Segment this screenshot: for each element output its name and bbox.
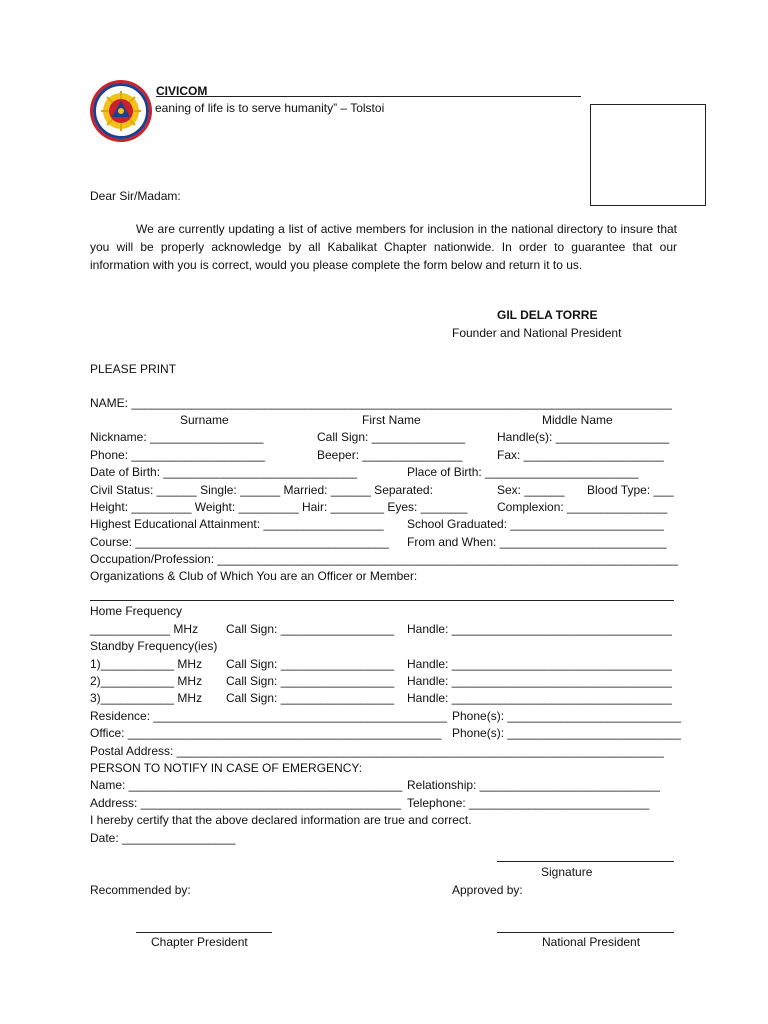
home-frequency-label: Home Frequency — [90, 604, 183, 618]
header-rule — [156, 96, 581, 97]
photo-box — [590, 104, 706, 206]
home-handle-field[interactable]: Handle: _________________________________ — [407, 622, 672, 636]
motto-quote: eaning of life is to serve humanity” – Tolstoi — [155, 101, 385, 115]
standby-handle-2[interactable]: Handle: _________________________________ — [407, 674, 672, 688]
office-phones-field[interactable]: Phone(s): __________________________ — [452, 726, 681, 740]
dob-field[interactable]: Date of Birth: _____________________________ — [90, 465, 357, 479]
letter-body-text: We are currently updating a list of active members for inclusion in the national directory to insure that you will be properly acknowledge by all Kabalikat Chapter nationwide. In order to guarantee that our information with you is correct, would you please complete the form below and return it to us. — [90, 222, 677, 272]
physical-attributes-field[interactable]: Height: _________ Weight: _________ Hair: ________ Eyes: _______ — [90, 500, 468, 514]
organizations-line[interactable] — [90, 600, 674, 601]
first-name-label: First Name — [362, 413, 421, 427]
signer-title: Founder and National President — [452, 326, 622, 340]
recommended-by-label: Recommended by: — [90, 883, 191, 897]
postal-address-field[interactable]: Postal Address: _________________________________________________________________________ — [90, 744, 664, 758]
signature-line[interactable] — [497, 861, 674, 862]
residence-field[interactable]: Residence: ____________________________________________ — [90, 709, 448, 723]
approved-by-label: Approved by: — [452, 883, 523, 897]
civil-status-field[interactable]: Civil Status: ______ Single: ______ Married: ______ Separated: — [90, 483, 433, 497]
surname-label: Surname — [180, 413, 229, 427]
organizations-label: Organizations & Club of Which You are an Officer or Member: — [90, 569, 418, 583]
org-name: CIVICOM — [156, 84, 208, 98]
home-call-sign-field[interactable]: Call Sign: _________________ — [226, 622, 395, 636]
handles-field[interactable]: Handle(s): _________________ — [497, 430, 670, 444]
pob-field[interactable]: Place of Birth: _______________________ — [407, 465, 639, 479]
standby-handle-3[interactable]: Handle: _________________________________ — [407, 691, 672, 705]
nickname-field[interactable]: Nickname: _________________ — [90, 430, 264, 444]
school-field[interactable]: School Graduated: _______________________ — [407, 517, 664, 531]
from-when-field[interactable]: From and When: _________________________ — [407, 535, 667, 549]
standby-call-sign-3[interactable]: Call Sign: _________________ — [226, 691, 395, 705]
standby-frequency-label: Standby Frequency(ies) — [90, 639, 218, 653]
relationship-field[interactable]: Relationship: ___________________________ — [407, 778, 660, 792]
phone-field[interactable]: Phone: ____________________ — [90, 448, 265, 462]
national-president-signature-line[interactable] — [497, 932, 674, 933]
office-field[interactable]: Office: _______________________________________________ — [90, 726, 442, 740]
please-print: PLEASE PRINT — [90, 362, 177, 376]
standby-frequency-2[interactable]: 2)___________ MHz — [90, 674, 203, 688]
signature-label: Signature — [541, 865, 593, 879]
national-president-label: National President — [542, 935, 641, 949]
letter-body — [90, 220, 677, 274]
complexion-field[interactable]: Complexion: _______________ — [497, 500, 668, 514]
middle-name-label: Middle Name — [542, 413, 613, 427]
standby-frequency-1[interactable]: 1)___________ MHz — [90, 657, 203, 671]
salutation: Dear Sir/Madam: — [90, 189, 181, 203]
organization-logo — [89, 79, 153, 143]
standby-frequency-3[interactable]: 3)___________ MHz — [90, 691, 203, 705]
chapter-president-signature-line[interactable] — [136, 932, 272, 933]
residence-phones-field[interactable]: Phone(s): __________________________ — [452, 709, 681, 723]
telephone-field[interactable]: Telephone: ___________________________ — [407, 796, 650, 810]
emergency-address-field[interactable]: Address: _______________________________________ — [90, 796, 401, 810]
occupation-field[interactable]: Occupation/Profession: _____________________________________________________________________ — [90, 552, 678, 566]
education-field[interactable]: Highest Educational Attainment: __________________ — [90, 517, 384, 531]
chapter-president-label: Chapter President — [151, 935, 248, 949]
standby-call-sign-2[interactable]: Call Sign: _________________ — [226, 674, 395, 688]
name-field[interactable]: NAME: _________________________________________________________________________________ — [90, 396, 672, 410]
beeper-field[interactable]: Beeper: _______________ — [317, 448, 463, 462]
certification-statement: I hereby certify that the above declared information are true and correct. — [90, 813, 472, 827]
emergency-heading: PERSON TO NOTIFY IN CASE OF EMERGENCY: — [90, 761, 363, 775]
blood-type-field[interactable]: Blood Type: ___ — [587, 483, 674, 497]
course-field[interactable]: Course: ______________________________________ — [90, 535, 389, 549]
date-field[interactable]: Date: _________________ — [90, 831, 236, 845]
fax-field[interactable]: Fax: _____________________ — [497, 448, 664, 462]
standby-handle-1[interactable]: Handle: _________________________________ — [407, 657, 672, 671]
standby-call-sign-1[interactable]: Call Sign: _________________ — [226, 657, 395, 671]
emergency-name-field[interactable]: Name: _________________________________________ — [90, 778, 403, 792]
call-sign-field[interactable]: Call Sign: ______________ — [317, 430, 466, 444]
home-frequency-field[interactable]: ____________ MHz — [90, 622, 199, 636]
sex-field[interactable]: Sex: ______ — [497, 483, 565, 497]
signer-name: GIL DELA TORRE — [497, 308, 598, 322]
